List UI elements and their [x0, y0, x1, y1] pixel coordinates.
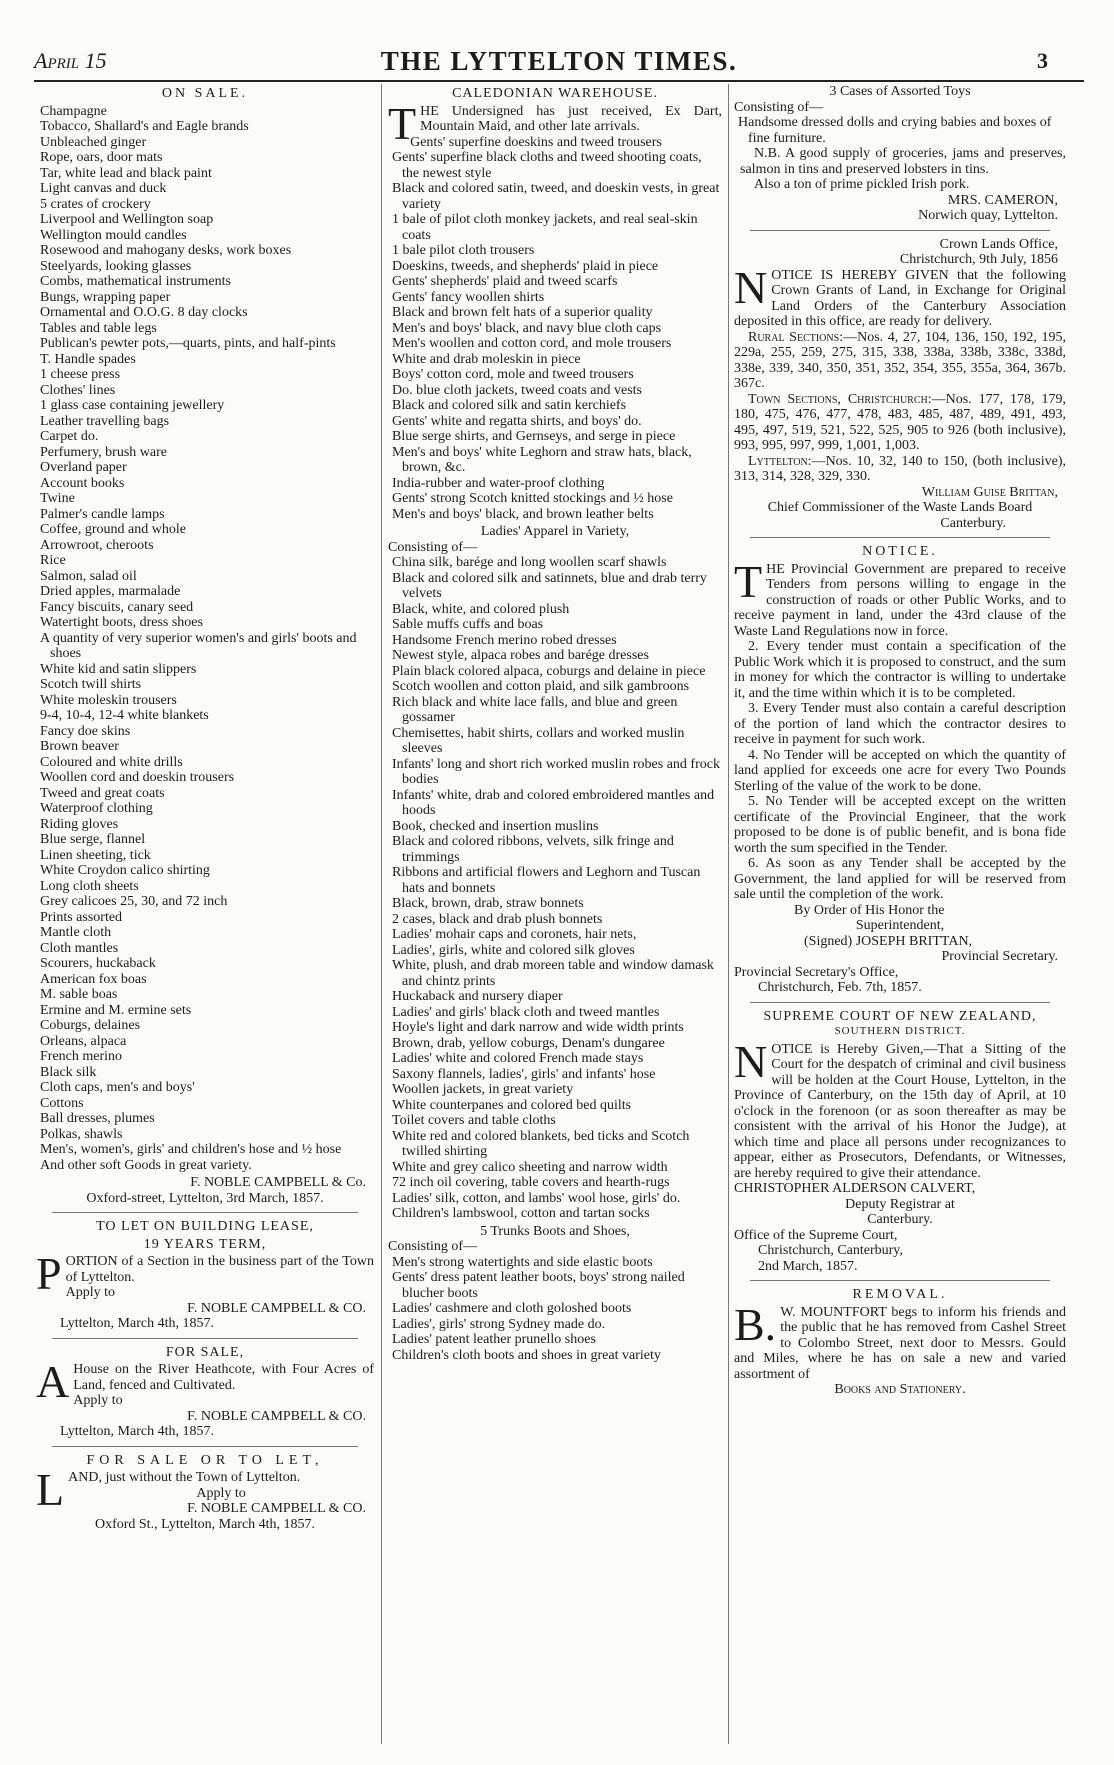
list-item: Newest style, alpaca robes and barége dresses [392, 648, 649, 663]
list-item: Sable muffs cuffs and boas [392, 617, 544, 632]
list-item: Rice [40, 553, 66, 568]
toys-nb: N.B. A good supply of groceries, jams and preserves, salmon in tins and preserved lobsters in tins. [740, 146, 1066, 177]
list-item: Mantle cloth [40, 925, 112, 940]
apply-to: Apply to [196, 1485, 246, 1501]
list-item: Blue serge shirts, and Gernseys, and serge in piece [392, 429, 676, 444]
toys-list [734, 115, 1066, 146]
separator [750, 230, 1050, 231]
on-sale-list [36, 104, 374, 1174]
list-item: Fancy doe skins [40, 723, 131, 739]
list-item: Black and colored satin, tweed, and doeskin vests, in great variety [392, 181, 720, 212]
list-item: Coburgs, delaines [40, 1018, 141, 1033]
list-item: Champagne [40, 103, 107, 119]
list-item: White, plush, and drab moreen table and window damask and chintz prints [392, 958, 714, 989]
list-item: Tar, white lead and black paint [40, 165, 212, 181]
list-item: Ladies', girls' strong Sydney made do. [392, 1316, 606, 1332]
list-item: Gents' strong Scotch knitted stockings and ½ hose [392, 491, 673, 506]
notice-p2: 2. Every tender must contain a specification of the Public Work which it is proposed to construct, and the sum in money for which the contractor is willing to undertake it, and the time within which it is to be completed. [734, 639, 1066, 701]
list-item: M. sable boas [40, 987, 118, 1002]
crown-sig-place: Canterbury. [940, 515, 1006, 531]
toys-title: 3 Cases of Assorted Toys [829, 84, 971, 99]
separator [52, 1338, 358, 1339]
list-item: 72 inch oil covering, table covers and hearth-rugs [392, 1175, 670, 1190]
removal-ad [734, 1287, 1066, 1398]
notice-office: Provincial Secretary's Office, [734, 964, 899, 980]
list-item: White red and colored blankets, bed ticks and Scotch twilled shirting [392, 1128, 690, 1159]
notice-p1: HE Provincial Government are prepared to receive Tenders from persons willing to engage in the construction of roads or other Public Works, and to receive payment in land, under the 43rd clause of the Waste Land Regulations now in force. [734, 561, 1066, 639]
drop-cap: T [734, 555, 763, 607]
list-item: French merino [40, 1049, 123, 1064]
supreme-date: 2nd March, 1857. [758, 1258, 858, 1274]
toys-ad [734, 84, 1066, 224]
crown-office: Crown Lands Office, [939, 236, 1058, 252]
tenders-notice-ad [734, 544, 1066, 996]
newspaper-title: THE LYTTELTON TIMES. [380, 46, 738, 76]
list-item: Long cloth sheets [40, 878, 139, 894]
sale-or-let-ad [36, 1453, 374, 1533]
apply-to: Apply to [73, 1393, 123, 1408]
list-item: Light canvas and duck [40, 181, 167, 196]
list-item: Brown beaver [40, 739, 119, 754]
supreme-place: Christchurch, Canterbury, [758, 1243, 903, 1258]
list-item: Black, white, and colored plush [392, 601, 570, 617]
boots-list [388, 1255, 722, 1364]
list-item: White moleskin trousers [40, 692, 177, 708]
for-sale-text: House on the River Heathcote, with Four Acres of Land, fenced and Cultivated. [73, 1362, 374, 1393]
list-item: Woollen jackets, in great variety [392, 1082, 574, 1097]
list-item: Plain black colored alpaca, coburgs and delaine in piece [392, 663, 706, 679]
list-item: 1 bale of pilot cloth monkey jackets, and real seal-skin coats [392, 212, 698, 243]
list-item: Ermine and M. ermine sets [40, 1002, 192, 1018]
list-item: Carpet do. [40, 429, 99, 444]
list-item: Ladies' mohair caps and coronets, hair nets, [392, 927, 637, 942]
list-item: Rich black and white lace falls, and blue and green gossamer [392, 694, 678, 725]
list-item: Prints assorted [40, 909, 123, 925]
list-item: Ornamental and O.O.G. 8 day clocks [40, 305, 248, 320]
list-item: Men's and boys' white Leghorn and straw hats, black, brown, &c. [392, 444, 692, 475]
list-item: Grey calicoes 25, 30, and 72 inch [40, 894, 228, 909]
list-item: White counterpanes and colored bed quilts [392, 1097, 632, 1113]
list-item: Dried apples, marmalade [40, 584, 181, 599]
for-sale-signature: F. NOBLE CAMPBELL & CO. [187, 1408, 366, 1424]
list-item: Men's woollen and cotton cord, and mole trousers [392, 336, 672, 351]
lease-signature: F. NOBLE CAMPBELL & CO. [187, 1300, 366, 1316]
ladies-apparel-list [388, 555, 722, 1222]
consisting-of: Consisting of— [388, 1239, 478, 1254]
sale-or-let-signature: F. NOBLE CAMPBELL & CO. [187, 1501, 366, 1516]
drop-cap: T [388, 97, 417, 149]
notice-p4: 4. No Tender will be accepted on which the quantity of land applied for exceeds one acre for every Two Pounds Sterling of the value of the work to be done. [734, 747, 1066, 794]
list-item: Linen sheeting, tick [40, 847, 151, 863]
toys-place: Norwich quay, Lyttelton. [918, 208, 1058, 223]
separator [52, 1446, 358, 1447]
list-item: White and drab moleskin in piece [392, 351, 581, 367]
toys-signature: MRS. CAMERON, [947, 192, 1058, 208]
caledonian-title: CALEDONIAN WAREHOUSE. [452, 86, 658, 101]
list-item: Rope, oars, door mats [40, 150, 163, 165]
list-item: Tweed and great coats [40, 785, 165, 801]
list-item: Saxony flannels, ladies', girls' and infants' hose [392, 1066, 656, 1082]
list-item: Ball dresses, plumes [40, 1111, 155, 1126]
column-1 [36, 84, 374, 1744]
list-item: Scotch twill shirts [40, 677, 142, 692]
books-and-stationery: Books and Stationery. [834, 1382, 966, 1397]
list-item: Black silk [40, 1064, 97, 1080]
list-item: Men's, women's, girls' and children's hose and ½ hose [40, 1142, 342, 1157]
crown-text: OTICE IS HEREBY GIVEN that the following Crown Grants of Land, in Exchange for Original Land Orders of the Canterbury Association deposited in this office, are ready for delivery. [734, 267, 1066, 329]
list-item: 2 cases, black and drab plush bonnets [392, 911, 603, 927]
crown-lands-ad [734, 237, 1066, 532]
on-sale-title: ON SALE. [161, 86, 249, 101]
list-item: Black and colored ribbons, velvets, silk fringe and trimmings [392, 834, 674, 865]
rural-label: Rural Sections: [748, 329, 844, 345]
apply-to: Apply to [65, 1285, 115, 1300]
list-item: Twine [40, 491, 75, 506]
notice-p5: 5. No Tender will be accepted except on the written certificate of the Provincial Engineer, that the work proposed to be done is of public benefit, and is bona fide worth the sum specified in the Tender. [734, 794, 1066, 856]
column-2 [388, 84, 722, 1744]
list-item: Leather travelling bags [40, 413, 170, 429]
list-item: Cottons [40, 1095, 84, 1111]
list-item: 5 crates of crockery [40, 196, 151, 212]
sale-or-let-text: AND, just without the Town of Lyttelton. [68, 1470, 301, 1485]
list-item: Toilet covers and table cloths [392, 1113, 556, 1128]
list-item: Black and brown felt hats of a superior quality [392, 305, 653, 320]
issue-date: April 15 [34, 48, 107, 73]
list-item: Fancy biscuits, canary seed [40, 599, 194, 615]
list-item: Infants' long and short rich worked muslin robes and frock bodies [392, 756, 720, 787]
for-sale-title: FOR SALE, [165, 1344, 245, 1360]
crown-signature: William Guise Brittan, [921, 484, 1058, 500]
list-item: Publican's pewter pots,—quarts, pints, and half-pints [40, 336, 336, 351]
list-item: Black and colored silk and satin kerchiefs [392, 398, 627, 413]
list-item: Ladies' silk, cotton, and lambs' wool hose, girls' do. [392, 1190, 681, 1206]
supreme-office: Office of the Supreme Court, [734, 1227, 898, 1243]
list-item: Black and colored silk and satinnets, blue and drab terry velvets [392, 570, 707, 601]
list-item: Tobacco, Shallard's and Eagle brands [40, 119, 249, 134]
separator [750, 1280, 1050, 1281]
removal-text: W. MOUNTFORT begs to inform his friends and the public that he has removed from Cashel Street to Colombo Street, next door to Messrs. Gould and Miles, where he has on sale a new and varied assortment of [734, 1304, 1066, 1382]
list-item: Black, brown, drab, straw bonnets [392, 896, 584, 911]
lyttelton-label: Lyttelton: [748, 453, 812, 469]
list-item: Overland paper [40, 460, 127, 475]
page-number: 3 [1037, 48, 1048, 73]
lease-place: Lyttelton, March 4th, 1857. [60, 1316, 214, 1331]
notice-date: Christchurch, Feb. 7th, 1857. [758, 980, 922, 995]
for-sale-place: Lyttelton, March 4th, 1857. [60, 1424, 214, 1439]
town-sections: —Nos. 177, 178, 179, 180, 475, 476, 477, 478, 483, 485, 487, 489, 491, 493, 495, 497, 519, 521, 522, 525, 905 to 926 (both inclusive), 993, 995, 997, 999, 1,001, 1,003. [734, 391, 1066, 453]
list-item: 1 cheese press [40, 367, 121, 382]
list-item: Tables and table legs [40, 320, 157, 336]
separator [52, 1212, 358, 1213]
consisting-of: Consisting of— [388, 539, 478, 555]
on-sale-ad [36, 86, 374, 1206]
list-item: Polkas, shawls [40, 1126, 123, 1142]
caledonian-intro: HE Undersigned has just received, Ex Dart, Mountain Maid, and other late arrivals. [420, 103, 722, 134]
list-item: American fox boas [40, 971, 147, 987]
list-item: India-rubber and water-proof clothing [392, 475, 605, 491]
list-item: Gents' superfine black cloths and tweed shooting coats, the newest style [392, 150, 702, 181]
list-item: Arrowroot, cheroots [40, 537, 154, 553]
sale-or-let-place: Oxford St., Lyttelton, March 4th, 1857. [94, 1516, 316, 1532]
list-item: Children's lambswool, cotton and tartan socks [392, 1206, 650, 1221]
list-item: Palmer's candle lamps [40, 506, 165, 522]
list-item: Huckaback and nursery diaper [392, 989, 563, 1004]
supreme-sig-title2: Canterbury. [867, 1212, 933, 1227]
list-item: Men's and boys' black, and brown leather belts [392, 506, 654, 522]
list-item: Blue serge, flannel [40, 832, 146, 847]
list-item: Chemisettes, habit shirts, collars and worked muslin sleeves [392, 725, 685, 756]
list-item: Ribbons and artificial flowers and Leghorn and Tuscan hats and bonnets [392, 865, 701, 896]
consisting-of: Consisting of— [734, 99, 824, 115]
list-item: Liverpool and Wellington soap [40, 212, 214, 227]
list-item: Gents' white and regatta shirts, and boys' do. [392, 413, 642, 429]
lease-subtitle: 19 YEARS TERM, [143, 1236, 267, 1252]
list-item: White kid and satin slippers [40, 661, 197, 677]
list-item: Ladies' and girls' black cloth and tweed mantles [392, 1004, 660, 1020]
page-header [34, 44, 1084, 82]
list-item: Bungs, wrapping paper [40, 289, 171, 305]
list-item: Clothes' lines [40, 382, 116, 398]
list-item: Woollen cord and doeskin trousers [40, 770, 235, 785]
list-item: Gents' shepherds' plaid and tweed scarfs [392, 274, 618, 289]
list-item: China silk, barége and long woollen scarf shawls [392, 555, 667, 570]
list-item: Steelyards, looking glasses [40, 258, 192, 274]
list-item: Men's strong watertights and side elastic boots [392, 1254, 653, 1270]
column-rule-2 [728, 84, 729, 1744]
drop-cap: L [36, 1464, 65, 1515]
lease-title: TO LET ON BUILDING LEASE, [96, 1219, 314, 1234]
separator [750, 537, 1050, 538]
list-item: White and grey calico sheeting and narrow width [392, 1159, 668, 1175]
list-item: Book, checked and insertion muslins [392, 818, 599, 834]
by-order: By Order of His Honor the [794, 902, 945, 918]
list-item: Handsome dressed dolls and crying babies and boxes of fine furniture. [738, 115, 1052, 146]
list-item: Scotch woollen and cotton plaid, and silk gambroons [392, 679, 690, 694]
list-item: Scourers, huckaback [40, 956, 156, 971]
drop-cap: A [36, 1356, 70, 1407]
list-item: Orleans, alpaca [40, 1033, 127, 1049]
list-item: Salmon, salad oil [40, 568, 137, 584]
list-item: Children's cloth boots and shoes in great variety [392, 1347, 661, 1363]
separator [750, 1002, 1050, 1003]
column-3 [734, 84, 1066, 1744]
list-item: A quantity of very superior women's and girls' boots and shoes [40, 630, 357, 661]
list-item: Ladies', girls, white and colored silk gloves [392, 942, 635, 958]
on-sale-signature: F. NOBLE CAMPBELL & Co. [190, 1175, 366, 1190]
supreme-sig-title: Deputy Registrar at [845, 1196, 955, 1212]
lease-text: ORTION of a Section in the business part of the Town of Lyttelton. [65, 1254, 374, 1285]
list-item: Gents' dress patent leather boots, boys' strong nailed blucher boots [392, 1270, 685, 1301]
list-item: Riding gloves [40, 816, 119, 832]
list-item: Men's and boys' black, and navy blue cloth caps [392, 320, 662, 336]
notice-p6: 6. As soon as any Tender shall be accepted by the Government, the land applied for will be reserved from sale until the completion of the work. [734, 856, 1066, 902]
supreme-court-ad [734, 1009, 1066, 1275]
list-item: Handsome French merino robed dresses [392, 632, 617, 648]
supreme-district: SOUTHERN DISTRICT. [834, 1025, 966, 1037]
list-item: 9-4, 10-4, 12-4 white blankets [40, 708, 209, 723]
list-item: Ladies' cashmere and cloth goloshed boots [392, 1301, 632, 1316]
drop-cap: N [734, 1035, 768, 1087]
list-item: Wellington mould candles [40, 227, 187, 243]
town-label: Town Sections, Christchurch: [748, 391, 932, 407]
removal-title: REMOVAL. [852, 1287, 948, 1302]
boots-title: 5 Trunks Boots and Shoes, [480, 1223, 630, 1239]
sale-or-let-title: FOR SALE OR TO LET, [86, 1452, 324, 1468]
supreme-text: OTICE is Hereby Given,—That a Sitting of the Court for the despatch of criminal and civil business will be holden at the Court House, Lyttelton, in the Province of Canterbury, on the 15th day of April, at 10 o'clock in the forenoon (or as soon thereafter as may be consistent with the arrival of his Honor the Judge), at which time and place all persons under recognizances to appear, either as Prosecutors, Defendants, or Witnesses, are hereby required to give their attendance. [734, 1041, 1066, 1181]
supreme-signature: CHRISTOPHER ALDERSON CALVERT, [734, 1181, 976, 1196]
crown-date: Christchurch, 9th July, 1856 [899, 252, 1058, 267]
crown-sig-title: Chief Commissioner of the Waste Lands Board [767, 500, 1033, 515]
list-item: White Croydon calico shirting [40, 863, 210, 878]
notice-signed: (Signed) JOSEPH BRITTAN, [804, 933, 973, 949]
notice-title: NOTICE. [862, 544, 938, 559]
list-item: Combs, mathematical instruments [40, 274, 231, 289]
list-item: Hoyle's light and dark narrow and wide width prints [392, 1020, 684, 1035]
toys-also: Also a ton of prime pickled Irish pork. [754, 177, 970, 192]
lyttelton-sections: —Nos. 10, 32, 140 to 150, (both inclusive), 313, 314, 328, 329, 330. [734, 453, 1066, 484]
list-item: Do. blue cloth jackets, tweed coats and vests [392, 382, 642, 398]
column-rule-1 [381, 84, 382, 1744]
list-item: Infants' white, drab and colored embroidered mantles and hoods [392, 787, 715, 818]
list-item: Coloured and white drills [40, 754, 183, 770]
list-item: Gents' fancy woollen shirts [392, 289, 545, 305]
supreme-title: SUPREME COURT OF NEW ZEALAND, [763, 1008, 1037, 1024]
drop-cap: B. [734, 1298, 777, 1350]
notice-secretary: Provincial Secretary. [941, 949, 1058, 964]
list-item: Doeskins, tweeds, and shepherds' plaid in piece [392, 258, 659, 274]
list-item: Brown, drab, yellow coburgs, Denam's dungaree [392, 1035, 665, 1051]
list-item: Cloth mantles [40, 940, 119, 956]
list-item: Waterproof clothing [40, 801, 153, 816]
lease-ad [36, 1219, 374, 1332]
list-item: Coffee, ground and whole [40, 522, 186, 537]
for-sale-ad [36, 1345, 374, 1440]
list-item: Watertight boots, dress shoes [40, 615, 203, 630]
list-item: T. Handle spades [40, 351, 136, 367]
ladies-apparel-title: Ladies' Apparel in Variety, [480, 524, 630, 539]
menswear-list [388, 135, 722, 523]
drop-cap: N [734, 261, 768, 313]
drop-cap: P [36, 1248, 62, 1299]
list-item: 1 glass case containing jewellery [40, 398, 225, 413]
caledonian-warehouse-ad [388, 86, 722, 1363]
notice-p3: 3. Every Tender must also contain a careful description of the portion of land which the contractor desires to receive in payment for such work. [734, 701, 1066, 747]
list-item: Rosewood and mahogany desks, work boxes [40, 243, 292, 258]
list-item: Account books [40, 475, 125, 491]
list-item: 1 bale pilot cloth trousers [392, 243, 535, 258]
list-item: Ladies' white and colored French made stays [392, 1051, 644, 1066]
list-item: Unbleached ginger [40, 134, 147, 150]
list-item: Ladies' patent leather prunello shoes [392, 1332, 596, 1347]
list-item: Boys' cotton cord, mole and tweed trousers [392, 367, 634, 382]
list-item: And other soft Goods in great variety. [40, 1157, 252, 1173]
list-item: Cloth caps, men's and boys' [40, 1080, 195, 1095]
superintendent: Superintendent, [855, 918, 945, 933]
list-item: Gents' superfine doeskins and tweed trousers [410, 134, 662, 150]
on-sale-place: Oxford-street, Lyttelton, 3rd March, 1857. [86, 1190, 324, 1206]
list-item: Perfumery, brush ware [40, 444, 167, 460]
rural-sections: —Nos. 4, 27, 104, 136, 150, 192, 195, 229a, 255, 259, 275, 315, 338, 338a, 338b, 338c, 338d, 338e, 339, 340, 350, 351, 352, 354, 355, 355a, 364, 367b. 367c. [734, 329, 1066, 391]
